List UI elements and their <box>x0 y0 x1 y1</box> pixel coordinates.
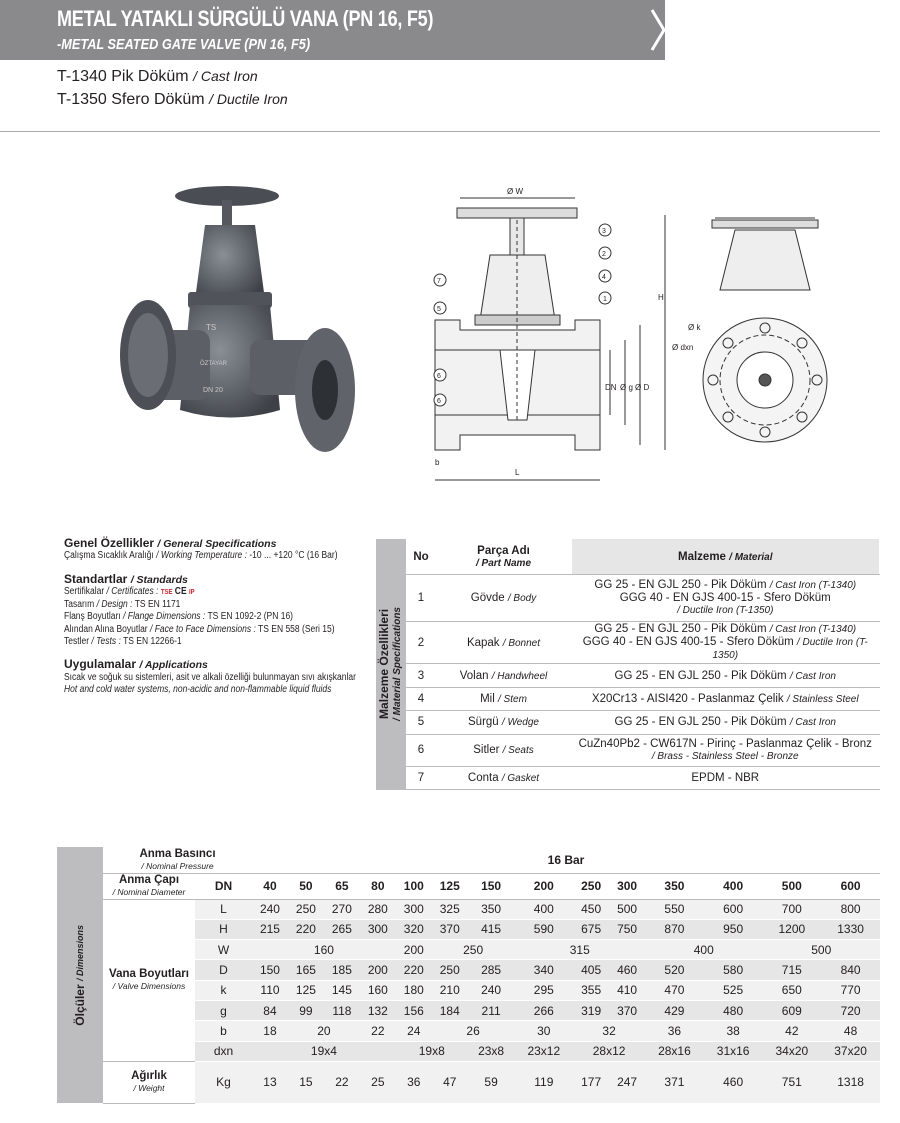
dim-cell: 220 <box>396 960 432 980</box>
dim-cell: 125 <box>432 873 468 899</box>
dim-cell: 410 <box>609 980 645 1000</box>
face-to-face-standard: Alından Alına Boyutlar / Face to Face Dimensions : TS EN 558 (Seri 15) <box>64 623 335 635</box>
dim-cell: 800 <box>821 899 880 919</box>
general-heading: Genel Özellikler / General Specifications <box>64 536 277 550</box>
dim-cell: 590 <box>514 919 573 939</box>
dim-cell: 650 <box>762 980 821 1000</box>
dim-row-g: g 84 99 118 132 156 184 211 266 319 370 429 480 609 720 <box>57 1000 880 1020</box>
dim-cell: 84 <box>252 1000 288 1020</box>
dim-cell: 500 <box>609 899 645 919</box>
dim-cell: 26 <box>432 1021 515 1041</box>
chevron-right-icon <box>650 8 666 52</box>
dim-cell: 580 <box>704 960 763 980</box>
dim-cell: 37x20 <box>821 1041 880 1061</box>
dim-cell: 22 <box>324 1061 360 1103</box>
dim-cell: 100 <box>396 873 432 899</box>
dim-cell: 19x4 <box>252 1041 396 1061</box>
dim-cell: 50 <box>288 873 324 899</box>
section-drawing <box>415 180 680 490</box>
ce-mark-icon: CE <box>174 585 187 597</box>
dim-cell: 750 <box>609 919 645 939</box>
weight-row: Ağırlık / Weight Kg 13 15 22 25 36 47 59 119 177 247 371 460 751 1318 <box>57 1061 880 1103</box>
svg-text:TS: TS <box>206 323 217 332</box>
dim-cell: 266 <box>514 1000 573 1020</box>
svg-text:L: L <box>515 468 520 477</box>
dim-cell: 150 <box>468 873 515 899</box>
dim-cell: 315 <box>514 940 645 960</box>
dim-cell: 415 <box>468 919 515 939</box>
dim-row-k: k 110 125 145 160 180 210 240 295 355 410 470 525 650 770 <box>57 980 880 1000</box>
dim-cell: 340 <box>514 960 573 980</box>
dim-cell: 200 <box>514 873 573 899</box>
dim-cell: 156 <box>396 1000 432 1020</box>
dim-cell: 47 <box>432 1061 468 1103</box>
page-subtitle: -METAL SEATED GATE VALVE (PN 16, F5) <box>57 36 311 53</box>
applications-heading: Uygulamalar / Applications <box>64 657 208 672</box>
dim-cell: 80 <box>360 873 396 899</box>
dim-cell: 609 <box>762 1000 821 1020</box>
valve-photo <box>100 180 370 460</box>
page-title: METAL YATAKLI SÜRGÜLÜ VANA (PN 16, F5) <box>57 6 434 31</box>
svg-text:Ø g: Ø g <box>620 383 633 392</box>
dim-cell: 118 <box>324 1000 360 1020</box>
dim-cell: 119 <box>514 1061 573 1103</box>
dim-cell: 480 <box>704 1000 763 1020</box>
dim-cell: 200 <box>396 940 432 960</box>
dim-cell: 751 <box>762 1061 821 1103</box>
dim-row-w: W 160 200 250 315 400 500 <box>57 940 880 960</box>
dim-cell: 320 <box>396 919 432 939</box>
dim-cell: 500 <box>762 873 821 899</box>
dim-cell: 950 <box>704 919 763 939</box>
svg-text:5: 5 <box>437 306 441 313</box>
divider <box>0 131 880 132</box>
dim-cell: 300 <box>609 873 645 899</box>
material-row: 1 Gövde / Body GG 25 - EN GJL 250 - Pik Döküm / Cast Iron (T-1340) GGG 40 - EN GJS 400-15 - Sfero Döküm / Ductile Iron (T-1350) <box>376 575 880 622</box>
dim-cell: 32 <box>573 1021 645 1041</box>
weight-label: Ağırlık / Weight <box>103 1061 195 1103</box>
dim-row-h: H 215 220 265 300 320 370 415 590 675 750 870 950 1200 1330 <box>57 919 880 939</box>
col-material: Malzeme / Material <box>571 539 880 575</box>
dim-cell: 30 <box>514 1021 573 1041</box>
dim-cell: 34x20 <box>762 1041 821 1061</box>
dim-cell: 36 <box>396 1061 432 1103</box>
dimensions-side-label: Ölçüler / Dimensions <box>57 847 103 1103</box>
svg-text:7: 7 <box>437 278 441 285</box>
dim-cell: 470 <box>645 980 704 1000</box>
dim-cell: 400 <box>514 899 573 919</box>
applications-tr: Sıcak ve soğuk su sistemleri, asit ve alkali özelliği bulunmayan sıvı akışkanlar <box>64 671 356 683</box>
svg-text:4: 4 <box>602 274 606 281</box>
flange-standard: Flanş Boyutları / Flange Dimensions : TS EN 1092-2 (PN 16) <box>64 611 294 623</box>
svg-text:Ø D: Ø D <box>635 383 650 392</box>
dn-row: Anma Çapı / Nominal Diameter DN 40 50 65 80 100 125 150 200 250 300 350 400 500 600 <box>57 873 880 899</box>
dim-cell: 840 <box>821 960 880 980</box>
dim-cell: 370 <box>432 919 468 939</box>
dim-cell: 38 <box>704 1021 763 1041</box>
dim-cell: 25 <box>360 1061 396 1103</box>
dim-cell: 270 <box>324 899 360 919</box>
svg-text:Ø dxn: Ø dxn <box>672 343 694 352</box>
materials-side-label: Malzeme Özellikleri / Material Specifications <box>376 539 406 790</box>
model-t1350: T-1350 Sfero Döküm / Ductile Iron <box>57 91 288 108</box>
svg-text:Ø k: Ø k <box>688 323 701 332</box>
test-standard: Testler / Tests : TS EN 12266-1 <box>64 636 182 648</box>
material-row: 2 Kapak / Bonnet GG 25 - EN GJL 250 - Pik Döküm / Cast Iron (T-1340) GGG 40 - EN GJS 400-15 - Sfero Döküm / Ductile Iron (T-1350) <box>376 621 880 664</box>
material-row: 3 Volan / Handwheel GG 25 - EN GJL 250 - Pik Döküm / Cast Iron <box>376 664 880 687</box>
dim-cell: 550 <box>645 899 704 919</box>
material-row: 6 Sitler / Seats CuZn40Pb2 - CW617N - Pirinç - Paslanmaz Çelik - Bronz / Brass - Stainless Steel - Bronze <box>376 734 880 766</box>
dim-cell: 285 <box>468 960 515 980</box>
dim-cell: 700 <box>762 899 821 919</box>
dim-cell: 31x16 <box>704 1041 763 1061</box>
dim-cell: 36 <box>645 1021 704 1041</box>
dim-cell: 405 <box>573 960 609 980</box>
material-row: 7 Conta / Gasket EPDM - NBR <box>376 766 880 789</box>
dim-cell: 870 <box>645 919 704 939</box>
dim-cell: 125 <box>288 980 324 1000</box>
dim-cell: 247 <box>609 1061 645 1103</box>
dim-cell: 19x8 <box>396 1041 468 1061</box>
svg-text:DN 20: DN 20 <box>203 387 223 394</box>
dim-cell: 177 <box>573 1061 609 1103</box>
dim-cell: 184 <box>432 1000 468 1020</box>
applications-en: Hot and cold water systems, non-acidic and non-flammable liquid fluids <box>64 683 332 695</box>
dim-row-b: b 18 20 22 24 26 30 32 36 38 42 48 <box>57 1021 880 1041</box>
dim-cell: 715 <box>762 960 821 980</box>
model-t1340: T-1340 Pik Döküm / Cast Iron <box>57 68 258 85</box>
dim-cell: 1330 <box>821 919 880 939</box>
dim-cell: 110 <box>252 980 288 1000</box>
dim-cell: 520 <box>645 960 704 980</box>
dim-cell: 460 <box>609 960 645 980</box>
dim-cell: 350 <box>645 873 704 899</box>
dim-cell: 160 <box>360 980 396 1000</box>
svg-text:6: 6 <box>437 398 441 405</box>
tse-mark-icon: TSE <box>160 588 173 596</box>
ip-mark-icon: IP <box>188 588 195 596</box>
pressure-row <box>57 847 880 873</box>
dim-cell: 150 <box>252 960 288 980</box>
dim-cell: 145 <box>324 980 360 1000</box>
dim-cell: 460 <box>704 1061 763 1103</box>
materials-table <box>376 538 880 790</box>
dim-cell: 250 <box>432 940 515 960</box>
dim-cell: 18 <box>252 1021 288 1041</box>
dim-cell: 250 <box>432 960 468 980</box>
dim-cell: 350 <box>468 899 515 919</box>
svg-text:DN: DN <box>605 383 617 392</box>
dim-cell: 20 <box>288 1021 360 1041</box>
dim-cell: 525 <box>704 980 763 1000</box>
dim-cell: 400 <box>704 873 763 899</box>
dim-cell: 300 <box>396 899 432 919</box>
dim-cell: 59 <box>468 1061 515 1103</box>
dim-cell: 325 <box>432 899 468 919</box>
end-view-drawing <box>672 200 840 460</box>
dim-cell: 13 <box>252 1061 288 1103</box>
dim-row-d: D 150 165 185 200 220 250 285 340 405 460 520 580 715 840 <box>57 960 880 980</box>
dim-cell: 132 <box>360 1000 396 1020</box>
col-no: No <box>406 539 436 575</box>
design-standard: Tasarım / Design : TS EN 1171 <box>64 599 181 611</box>
sizes-label: Vana Boyutları / Valve Dimensions <box>103 899 195 1061</box>
dim-cell: 450 <box>573 899 609 919</box>
dim-cell: 65 <box>324 873 360 899</box>
dim-cell: 371 <box>645 1061 704 1103</box>
dim-cell: 185 <box>324 960 360 980</box>
svg-text:2: 2 <box>602 251 606 258</box>
dim-cell: 42 <box>762 1021 821 1041</box>
dim-cell: 160 <box>252 940 396 960</box>
dim-cell: 200 <box>360 960 396 980</box>
dim-cell: 1200 <box>762 919 821 939</box>
working-temperature: Çalışma Sıcaklık Aralığı / Working Temperature : -10 ... +120 °C (16 Bar) <box>64 550 338 562</box>
dim-cell: 211 <box>468 1000 515 1020</box>
dim-cell: 15 <box>288 1061 324 1103</box>
dim-cell: 23x8 <box>468 1041 515 1061</box>
dim-cell: 500 <box>762 940 880 960</box>
svg-text:ÖZTAYAR: ÖZTAYAR <box>200 361 227 367</box>
dim-cell: 48 <box>821 1021 880 1041</box>
dim-cell: 400 <box>645 940 762 960</box>
dim-cell: 355 <box>573 980 609 1000</box>
dim-cell: 240 <box>252 899 288 919</box>
dimensions-table <box>57 847 880 1104</box>
svg-text:b: b <box>435 458 440 467</box>
dim-cell: 215 <box>252 919 288 939</box>
dim-cell: 99 <box>288 1000 324 1020</box>
dim-cell: 23x12 <box>514 1041 573 1061</box>
dim-cell: 28x16 <box>645 1041 704 1061</box>
dim-cell: 24 <box>396 1021 432 1041</box>
dim-cell: 319 <box>573 1000 609 1020</box>
svg-text:6: 6 <box>437 373 441 380</box>
dim-cell: 250 <box>288 899 324 919</box>
material-row: 5 Sürgü / Wedge GG 25 - EN GJL 250 - Pik Döküm / Cast Iron <box>376 711 880 734</box>
dim-cell: 220 <box>288 919 324 939</box>
dim-cell: 429 <box>645 1000 704 1020</box>
dim-cell: 1318 <box>821 1061 880 1103</box>
dim-cell: 22 <box>360 1021 396 1041</box>
dim-cell: 210 <box>432 980 468 1000</box>
dim-cell: 600 <box>704 899 763 919</box>
dim-row-l: Vana Boyutları / Valve Dimensions L 240 250 270 280 300 325 350 400 450 500 550 600 700 800 <box>57 899 880 919</box>
dim-cell: 770 <box>821 980 880 1000</box>
svg-text:1: 1 <box>603 296 607 303</box>
dim-cell: 40 <box>252 873 288 899</box>
dim-cell: 180 <box>396 980 432 1000</box>
general-specifications <box>64 537 374 696</box>
dim-cell: 265 <box>324 919 360 939</box>
standards-heading: Standartlar / Standards <box>64 571 188 586</box>
dim-cell: 675 <box>573 919 609 939</box>
pressure-label: Anma Basıncı / Nominal Pressure <box>103 847 252 873</box>
dim-cell: 250 <box>573 873 609 899</box>
dim-cell: 240 <box>468 980 515 1000</box>
dim-cell: 280 <box>360 899 396 919</box>
dim-row-dxn: dxn 19x4 19x8 23x8 23x12 28x12 28x16 31x16 34x20 37x20 <box>57 1041 880 1061</box>
dim-cell: 720 <box>821 1000 880 1020</box>
dim-cell: 370 <box>609 1000 645 1020</box>
svg-text:H: H <box>658 293 664 302</box>
pressure-value: 16 Bar <box>252 847 880 873</box>
svg-text:3: 3 <box>602 228 606 235</box>
dim-cell: 300 <box>360 919 396 939</box>
material-row: 4 Mil / Stem X20Cr13 - AISI420 - Paslanmaz Çelik / Stainless Steel <box>376 687 880 710</box>
dim-cell: 295 <box>514 980 573 1000</box>
dim-cell: 28x12 <box>573 1041 645 1061</box>
svg-text:Ø W: Ø W <box>507 187 523 196</box>
certificates: Sertifikalar / Certificates : TSE CE IP <box>64 585 195 597</box>
diameter-label: Anma Çapı / Nominal Diameter <box>103 873 195 899</box>
col-part: Parça Adı / Part Name <box>436 539 571 575</box>
dim-cell: 600 <box>821 873 880 899</box>
dim-cell: 165 <box>288 960 324 980</box>
